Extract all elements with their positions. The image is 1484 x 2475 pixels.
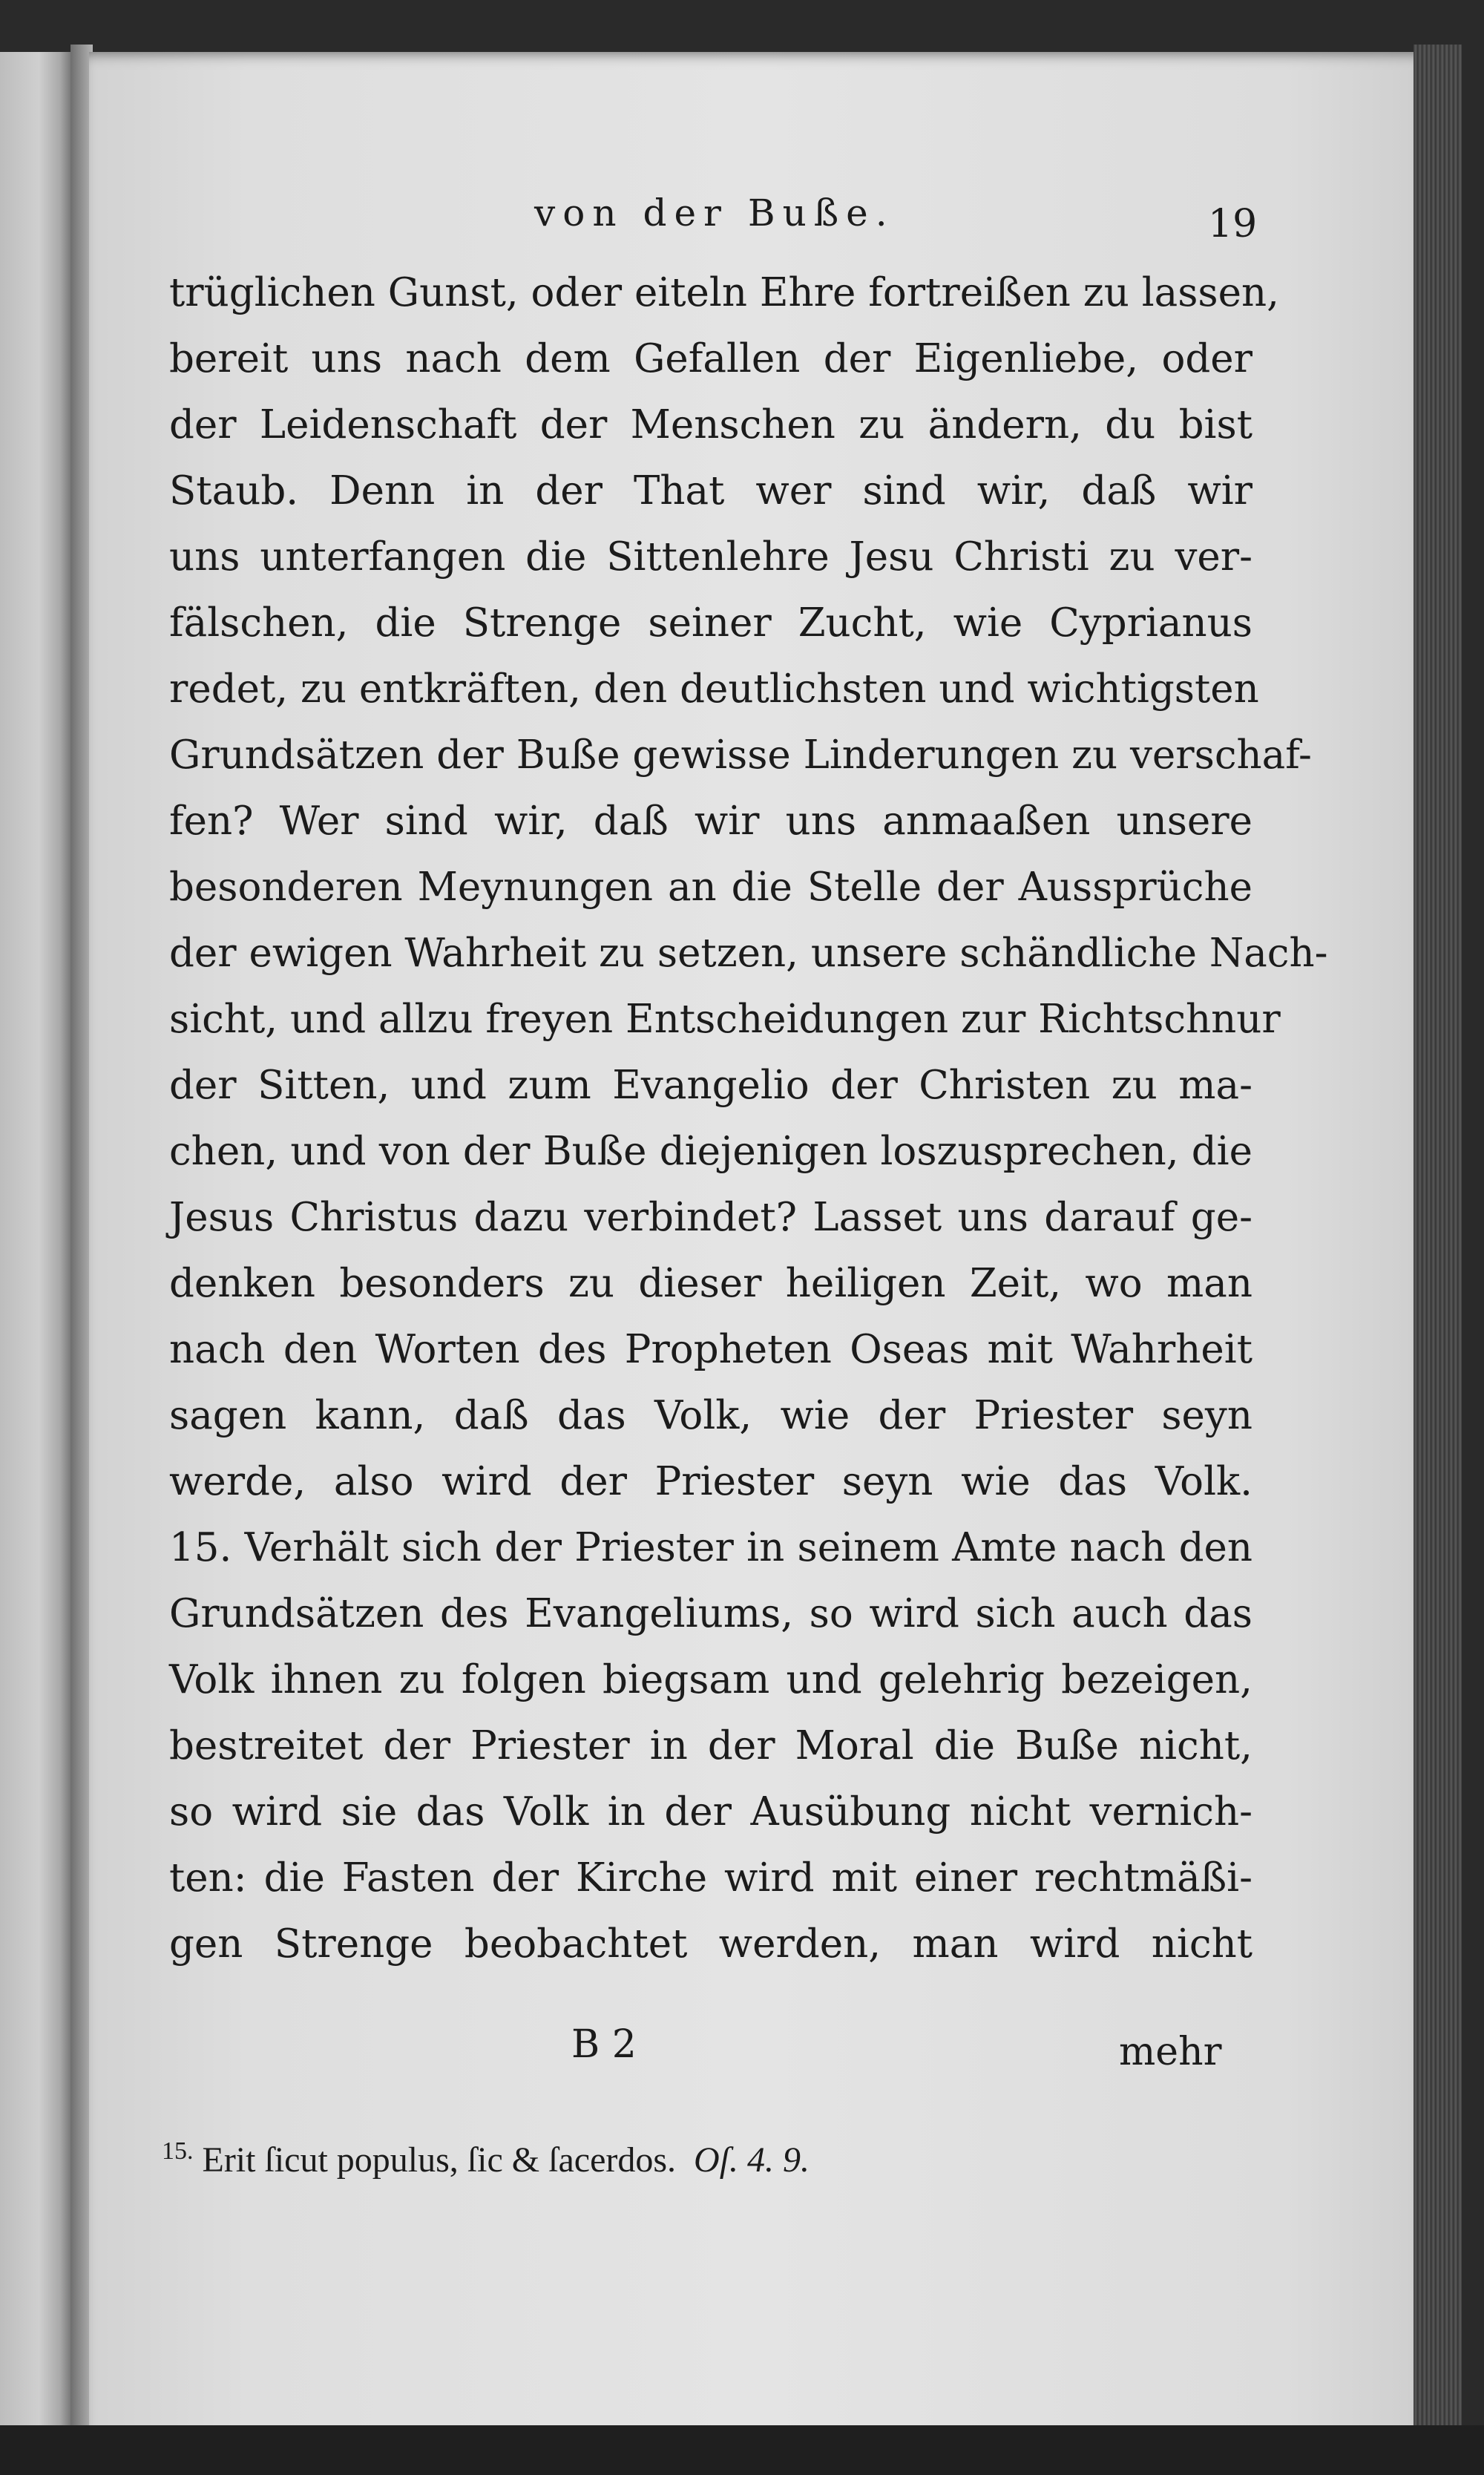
signature-mark: B 2 (571, 2022, 637, 2067)
text-line: fälschen, die Strenge seiner Zucht, wie Cyprianus (169, 600, 1252, 646)
page-block-edges (1414, 45, 1462, 2449)
text-line: Grundsätzen der Buße gewisse Linderungen zu verschaf- (169, 732, 1312, 778)
text-line: so wird sie das Volk in der Ausübung nicht vernich- (169, 1789, 1252, 1835)
catchword: mehr (1119, 2030, 1222, 2074)
text-line: uns unterfangen die Sittenlehre Jesu Christi zu ver- (169, 534, 1252, 580)
footnote-text: Erit ſicut populus, ſic & ſacerdos. (202, 2140, 677, 2180)
text-line: fen? Wer sind wir, daß wir uns anmaaßen unsere (169, 799, 1252, 844)
text-line: der Sitten, und zum Evangelio der Christen zu ma- (169, 1063, 1252, 1108)
text-line: der Leidenschaft der Menschen zu ändern, du bist (169, 402, 1252, 448)
text-line: Staub. Denn in der That wer sind wir, daß wir (169, 468, 1252, 514)
text-line: ten: die Fasten der Kirche wird mit einer rechtmäßi- (169, 1855, 1252, 1901)
text-line: Volk ihnen zu folgen biegsam und gelehrig bezeigen, (169, 1657, 1252, 1702)
text-line: der ewigen Wahrheit zu setzen, unsere schändliche Nach- (169, 931, 1328, 976)
text-line: denken besonders zu dieser heiligen Zeit, wo man (169, 1261, 1252, 1306)
text-line: Jesus Christus dazu verbindet? Lasset uns darauf ge- (169, 1195, 1252, 1240)
text-line: bestreitet der Priester in der Moral die Buße nicht, (169, 1723, 1252, 1768)
facing-page-edge (0, 52, 70, 2427)
text-line: chen, und von der Buße diejenigen loszusprechen, die (169, 1129, 1252, 1174)
footnote (162, 2137, 810, 2180)
text-line: redet, zu entkräften, den deutlichsten und wichtigsten (169, 666, 1259, 712)
text-line: sagen kann, daß das Volk, wie der Priester seyn (169, 1393, 1252, 1438)
text-line: werde, also wird der Priester seyn wie das Volk. (169, 1459, 1252, 1504)
text-line: trüglichen Gunst, oder eiteln Ehre fortreißen zu lassen, (169, 270, 1279, 315)
text-line: nach den Worten des Propheten Oseas mit Wahrheit (169, 1327, 1252, 1372)
text-line: bereit uns nach dem Gefallen der Eigenliebe, oder (169, 336, 1252, 381)
running-head: von der Buße. (534, 191, 895, 235)
body-text (169, 260, 1328, 1977)
footnote-reference: Oſ. 4. 9. (694, 2140, 810, 2180)
page-number: 19 (1208, 202, 1258, 246)
text-line: besonderen Meynungen an die Stelle der Aussprüche (169, 865, 1252, 910)
text-line: 15. Verhält sich der Priester in seinem Amte nach den (169, 1525, 1252, 1570)
text-line: Grundsätzen des Evangeliums, so wird sich auch das (169, 1591, 1252, 1636)
text-line: sicht, und allzu freyen Entscheidungen zur Richtschnur (169, 997, 1281, 1042)
scan-background (0, 2425, 1484, 2475)
text-line: gen Strenge beobachtet werden, man wird nicht (169, 1921, 1252, 1967)
footnote-marker: 15. (162, 2137, 194, 2165)
